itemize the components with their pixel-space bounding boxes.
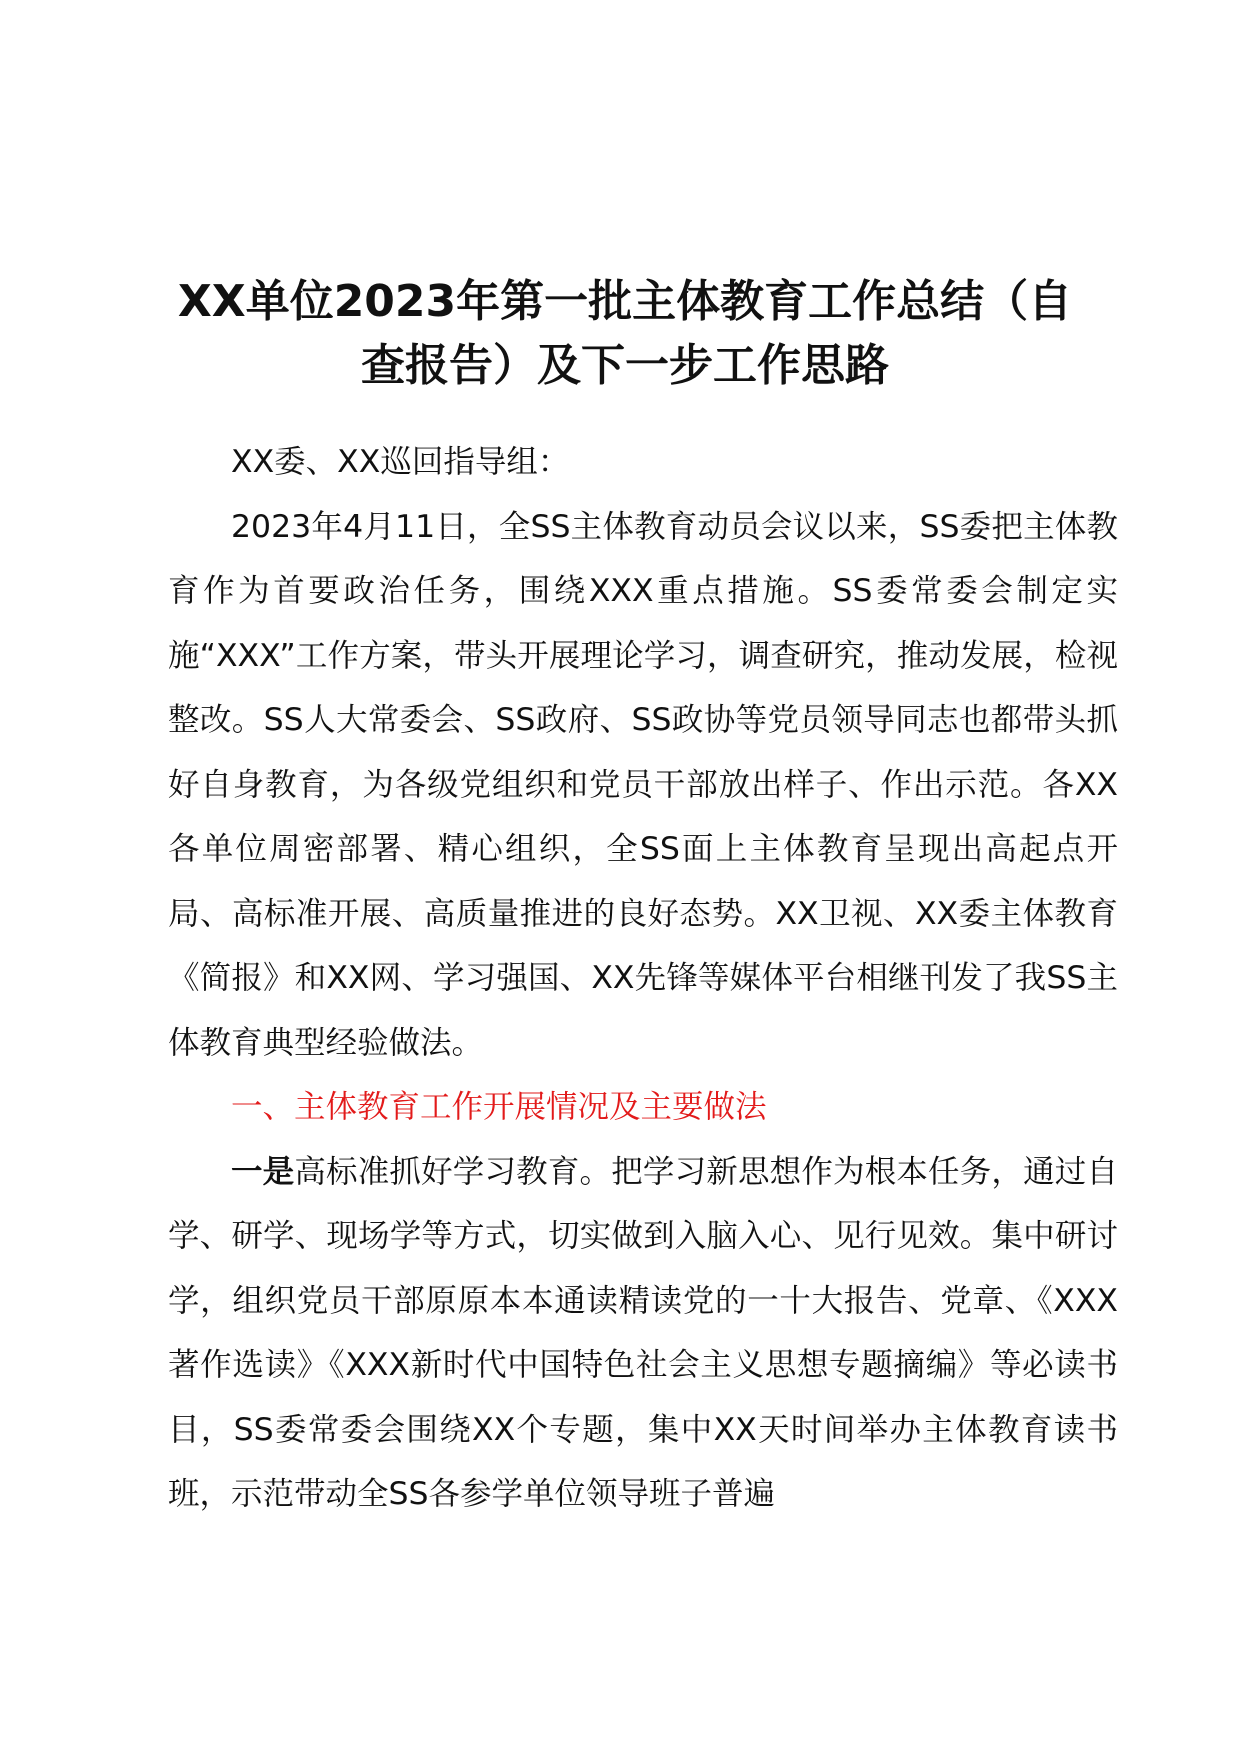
section-heading-1: 一、主体教育工作开展情况及主要做法: [231, 1089, 767, 1125]
point-1-text: 高标准抓好学习教育。把学习新思想作为根本任务，通过自学、研学、现场学等方式，切实做到入脑入心、见行见效。集中研讨学，组织党员干部原原本本通读精读党的一十大报告、党章、《XXX著作选读》《XXX新时代中国特色社会主义思想专题摘编》等必读书目，SS委常委会围绕XX个专题，集中XX天时间举办主体教育读书班，示范带动全SS各参学单位领导班子普遍: [168, 1153, 1118, 1512]
title-line-1: XX单位2023年第一批主体教育工作总结（自: [177, 276, 1073, 327]
point-1-paragraph: [168, 1140, 1118, 1527]
point-1-lead: 一是: [231, 1153, 295, 1190]
intro-paragraph: 2023年4月11日，全SS主体教育动员会议以来，SS委把主体教育作为首要政治任务，围绕XXX重点措施。SS委常委会制定实施“XXX”工作方案，带头开展理论学习，调查研究，推动发展，检视整改。SS人大常委会、SS政府、SS政协等党员领导同志也都带头抓好自身教育，为各级党组织和党员干部放出样子、作出示范。各XX各单位周密部署、精心组织，全SS面上主体教育呈现出高起点开局、高标准开展、高质量推进的良好态势。XX卫视、XX委主体教育《简报》和XX网、学习强国、XX先锋等媒体平台相继刊发了我SS主体教育典型经验做法。: [168, 508, 1118, 1061]
salutation: XX委、XX巡回指导组：: [231, 444, 570, 480]
document-body: [168, 430, 1118, 1527]
document-title: [150, 270, 1100, 398]
title-line-2: 查报告）及下一步工作思路: [361, 340, 889, 391]
